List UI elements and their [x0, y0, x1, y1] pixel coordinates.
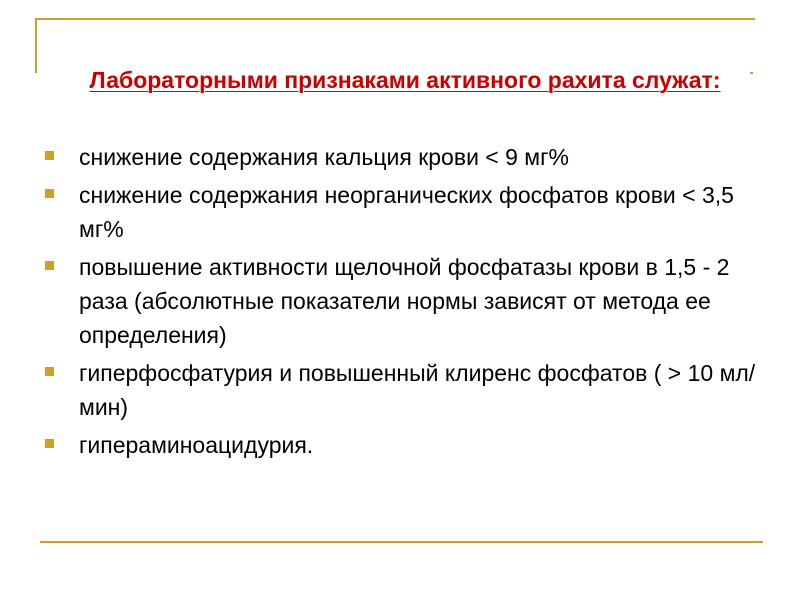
frame-right-dot — [750, 72, 753, 74]
frame-left-line — [35, 18, 37, 73]
bullet-text: снижение содержания неорганических фосфатов крови < 3,5 мг% — [79, 182, 734, 242]
bullet-text: снижение содержания кальция крови < 9 мг% — [79, 144, 569, 170]
square-bullet-icon — [45, 439, 54, 448]
square-bullet-icon — [45, 189, 54, 198]
square-bullet-icon — [45, 261, 54, 270]
square-bullet-icon — [45, 367, 54, 376]
bullet-text: гиперфосфатурия и повышенный клиренс фосфатов ( > 10 мл/мин) — [79, 360, 756, 420]
bullet-item — [44, 428, 764, 462]
square-bullet-icon — [45, 151, 54, 160]
bullet-item — [44, 356, 764, 424]
bullet-text: повышение активности щелочной фосфатазы крови в 1,5 - 2 раза (абсолютные показатели нормы зависят от метода ее определения) — [79, 254, 730, 348]
slide-title: Лабораторными признаками активного рахита служат: — [89, 67, 721, 93]
bullet-item — [44, 178, 764, 246]
bullet-text: гипераминоацидурия. — [79, 432, 314, 458]
bullet-list — [44, 140, 764, 466]
bullet-item — [44, 250, 764, 352]
bullet-item — [44, 140, 764, 174]
frame-top-line — [35, 18, 755, 20]
frame-bottom-line — [40, 541, 763, 543]
